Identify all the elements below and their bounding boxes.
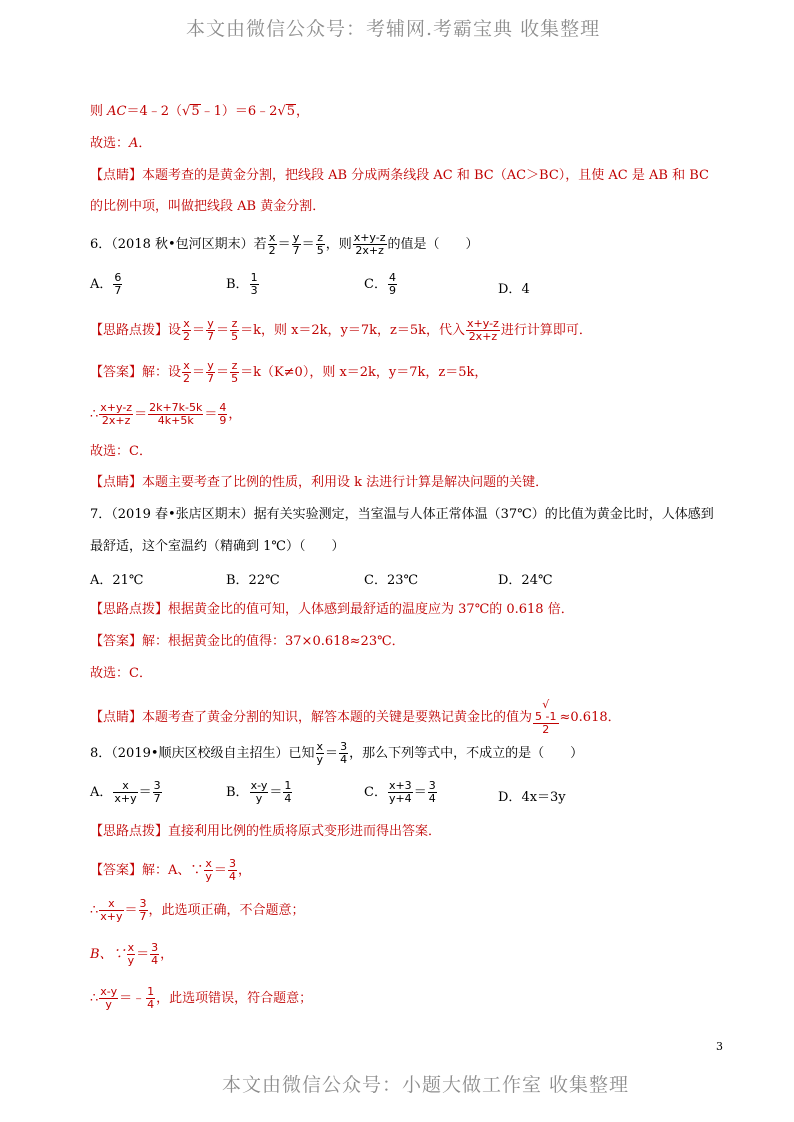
q6-option-c: C． $\frac{4}{9}$ (364, 271, 396, 297)
q6-option-b: B． $\frac{1}{3}$ (226, 271, 258, 297)
q7-stem-1: 7．（2019 春•张店区期末）据有关实验测定，当室温与人体正常体温（37℃）的比值为黄金比时，人体感到 (90, 507, 714, 522)
q7-choose: 故选：C． (90, 666, 152, 681)
q7-comment: 【点睛】本题考查了黄金分割的知识，解答本题的关键是要熟记黄金比的值为 √ 5 -1 2 ≈0.618． (90, 698, 621, 736)
q6-option-d: D．4 (498, 282, 530, 297)
q7-hint: 【思路点拨】根据黄金比的值可知，人体感到最舒适的温度应为 37℃的 0.618 倍． (90, 602, 574, 617)
q8-line-b: B、∵ $\frac{x}{y}$ ＝ $\frac{3}{4}$ ， (90, 941, 174, 967)
q8-hint: 【思路点拨】直接利用比例的性质将原式变形进而得出答案． (90, 824, 442, 839)
q8-option-d: D．4x＝3y (498, 790, 566, 805)
q8-option-a: A． $\frac{x}{x+y}$ ＝ $\frac{3}{7}$ (90, 779, 161, 805)
q8-stem: 8．（2019•顺庆区校级自主招生）已知 $\frac{x}{y}$ ＝ $\frac{3}{4}$ ，那么下列等式中，不成立的是（ ） (90, 740, 584, 766)
q7-answer: 【答案】解：根据黄金比的值得：37×0.618≈23℃． (90, 634, 405, 649)
q6-hint: 【思路点拨】设 $\frac{x}{2}$ ＝ $\frac{y}{7}$ ＝ $\frac{z}{5}$ ＝k，则 x＝2k，y＝7k，z＝5k，代入 $\frac{x+y-z}{2x+z}$ 进行计算即可． (90, 317, 592, 343)
q8-answer: 【答案】解：A、∵ $\frac{x}{y}$ ＝ $\frac{3}{4}$ ， (90, 857, 251, 883)
q7-option-c: C．23℃ (364, 573, 419, 588)
q6-option-a: A． $\frac{6}{7}$ (90, 271, 122, 297)
q7-stem-2: 最舒适，这个室温约（精确到 1℃）（ ） (90, 539, 345, 554)
q8-line-b-result: ∴ $\frac{x-y}{y}$ ＝﹣ $\frac{1}{4}$ ，此选项错误，符合题意； (90, 985, 313, 1011)
q7-option-b: B．22℃ (226, 573, 280, 588)
q6-calculation: ∴ $\frac{x+y-z}{2x+z}$ ＝ $\frac{2k+7k-5k}{4k+5k}$ ＝ $\frac{4}{9}$ ， (90, 401, 242, 427)
prev-comment-2: 的比例中项，叫做把线段 AB 黄金分割． (90, 199, 326, 214)
watermark-top: 本文由微信公众号：考辅网.考霸宝典 收集整理 (186, 18, 601, 40)
q8-option-c: C． $\frac{x+3}{y+4}$ ＝ $\frac{3}{4}$ (364, 779, 436, 805)
q6-stem: 6．（2018 秋•包河区期末）若 $\frac{x}{2}$ ＝ $\frac{y}{7}$ ＝ $\frac{z}{5}$ ，则 $\frac{x+y-z}{2x+z}$ 的值是（ ） (90, 231, 479, 257)
q6-answer: 【答案】解：设 $\frac{x}{2}$ ＝ $\frac{y}{7}$ ＝ $\frac{z}{5}$ ＝k（K≠0），则 x＝2k，y＝7k，z＝5k， (90, 359, 488, 385)
q8-option-b: B． $\frac{x-y}{y}$ ＝ $\frac{1}{4}$ (226, 779, 292, 805)
prev-comment-1: 【点睛】本题考查的是黄金分割，把线段 AB 分成两条线段 AC 和 BC（AC＞BC），且使 AC 是 AB 和 BC (90, 168, 709, 183)
prev-choose: 故选：A． (90, 136, 152, 151)
q6-choose: 故选：C． (90, 444, 152, 459)
watermark-bottom: 本文由微信公众号：小题大做工作室 收集整理 (222, 1074, 630, 1096)
q6-comment: 【点睛】本题主要考查了比例的性质，利用设 k 法进行计算是解决问题的关键． (90, 475, 549, 490)
page-number: 3 (716, 1040, 723, 1053)
q7-option-d: D．24℃ (498, 573, 553, 588)
prev-result-line: 则 AC＝4﹣2（√5﹣1）＝6﹣2√5， (90, 104, 310, 119)
q8-line-a-result: ∴ $\frac{x}{x+y}$ ＝ $\frac{3}{7}$ ，此选项正确，不合题意； (90, 897, 305, 923)
q7-option-a: A．21℃ (90, 573, 144, 588)
